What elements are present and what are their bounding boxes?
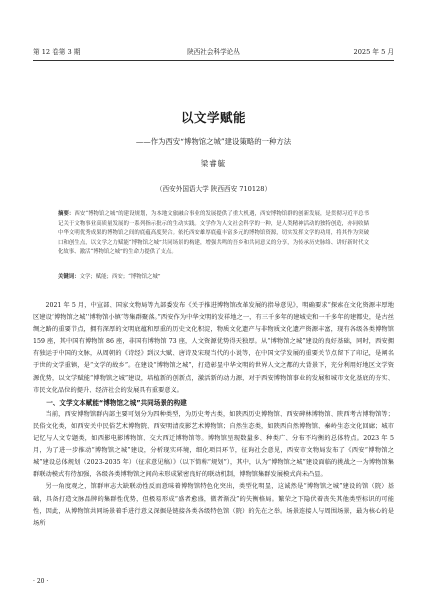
section-heading: 一、文学文本赋能“博物馆之城”共同场景的构建 [46, 398, 187, 407]
keywords-label: 关键词： [58, 274, 80, 280]
keywords-text: 文学；赋能；西安；“博物馆之城” [79, 274, 161, 280]
abstract [58, 210, 369, 258]
body-paragraph: 另一角度观之，馆群审志大缺联动性反而意味着博物馆特色化突出，类型化明显，这诚然是“博物馆之城”建设的馆（院）基础，具备打造文脉品牌的集群性优势，但极易形成“盛者愈盛，微者渐没”的失衡格局。繁荣之下隐伏着丧失其他类型标识的可能性，因此，从博物馆共同场景着手进行意义深掘是链接各类各级特色馆（院）的先在之举。场景连接人与周围场景，最为核心的是场所 [33, 483, 394, 527]
page-number: · 20 · [33, 578, 49, 585]
author-affiliation: （西安外国语大学 陕西西安 710128） [155, 185, 272, 193]
volume-issue: 第 12 卷第 3 期 [33, 48, 81, 56]
header-rule [33, 60, 394, 61]
journal-name: 陕西社会科学论丛 [187, 48, 240, 56]
running-header [33, 46, 394, 58]
abstract-label: 摘要： [58, 211, 75, 217]
abstract-text: 西安“博物馆之城”的建设规划，为本地文旅融合事业的发展提供了重大机遇，西安博物馆群的创新发展，是贯彻习近平总书记关于文物事业高质量发展的一系列指示批示的生动实践。文学作为人文社会科学的一种，是人类精神活动的独特创造，亦同收储中华文明优秀成果的博物馆之间的底蕴高度契合。依托西安雄厚底蕴丰富多元的博物馆资源，切实发挥文学的功用，将其作为突破口和创生点，以文学之力赋能“博物馆之城”共同场景的构建，增强共鸣的吾乡和共同意义的分享，为传承历史脉络、讲好新时代文化故事、激活“博物馆之城”的生命力提供了支点。 [58, 211, 369, 256]
body-paragraph: 2021 年 5 月，中宣部、国家文物局等九部委发布《关于推进博物馆改革发展的指导意见》，明确要求“探索在文化资源丰厚地区建设‘博物馆之城’‘博物馆小镇’等集群聚落。”西安作为中华文明的发祥地之一，有三千多年的建城史和一千多年的建都史，是古丝绸之路的重要节点，拥有深厚的文明底蕴和厚重的历史文化积淀，物质文化遗产与非物质文化遗产资源丰富，现有各级各类博物馆 159 座，其中国有博物馆 86 座，非国有博物馆 73 座，人文资源优势得天独厚。从“博物馆之城”建设的良好基础，同时，西安拥有独运于中国的文脉，从周朝的《诗经》到汉大赋、唐诗及宋现当代的小说等，在中国文学发展的重要关节点留下了印记，是阐名于世的文学重镇，是“文学的故乡”。在建设“博物馆之城”，打造彰显中华文明的世界人文之都的大背景下，充分利用好地区文学资源优势，以文学赋能“博物馆之城”建设，培植新的创新点，激活新的动力源，对于西安博物馆事业的发展和城市文化基底的夯实、市民文化品位的提升、经济社会的发展具有重要意义。 [33, 302, 394, 394]
author-name: 梁睿毓 [200, 159, 227, 168]
publication-date: 2025 年 5 月 [353, 48, 394, 56]
keywords [58, 273, 369, 283]
article-title: 以文学赋能 [180, 110, 246, 125]
body-paragraph: 当前，西安博物馆群内部主要可划分为四种类型，为历史考古类，如陕西历史博物馆、西安碑林博物馆、陕西考古博物馆等；民俗文化类，如西安关中民俗艺术博物院、西安明清皮影艺术博物馆；自然生态类，如陕西自然博物馆、秦岭生态文化回廊；城市记忆与人文专题类，如西影电影博物馆、交大西迁博物馆等。博物馆呈现数量多、种类广、分布不均衡的总体特点。2023 年 5 月，为了进一步推动“博物馆之城”建设，分析现实环境，细化项目环节，征询社会意见，西安市文物局发布了《西安“博物馆之城”建设总体规划（2023-2035 年）（征求意见稿）》（以下简称“规划”），其中，认为“博物馆之城”建设面临的挑战之一为博物馆集群联动模式有待加强，各级各类博物馆之间尚未形成紧密良好的联动机制，博物馆集群发展模式尚未凸显。 [33, 410, 394, 479]
article-subtitle: ——作为西安“博物馆之城”建设策略的一种方法 [135, 137, 292, 146]
article-body [33, 300, 394, 530]
